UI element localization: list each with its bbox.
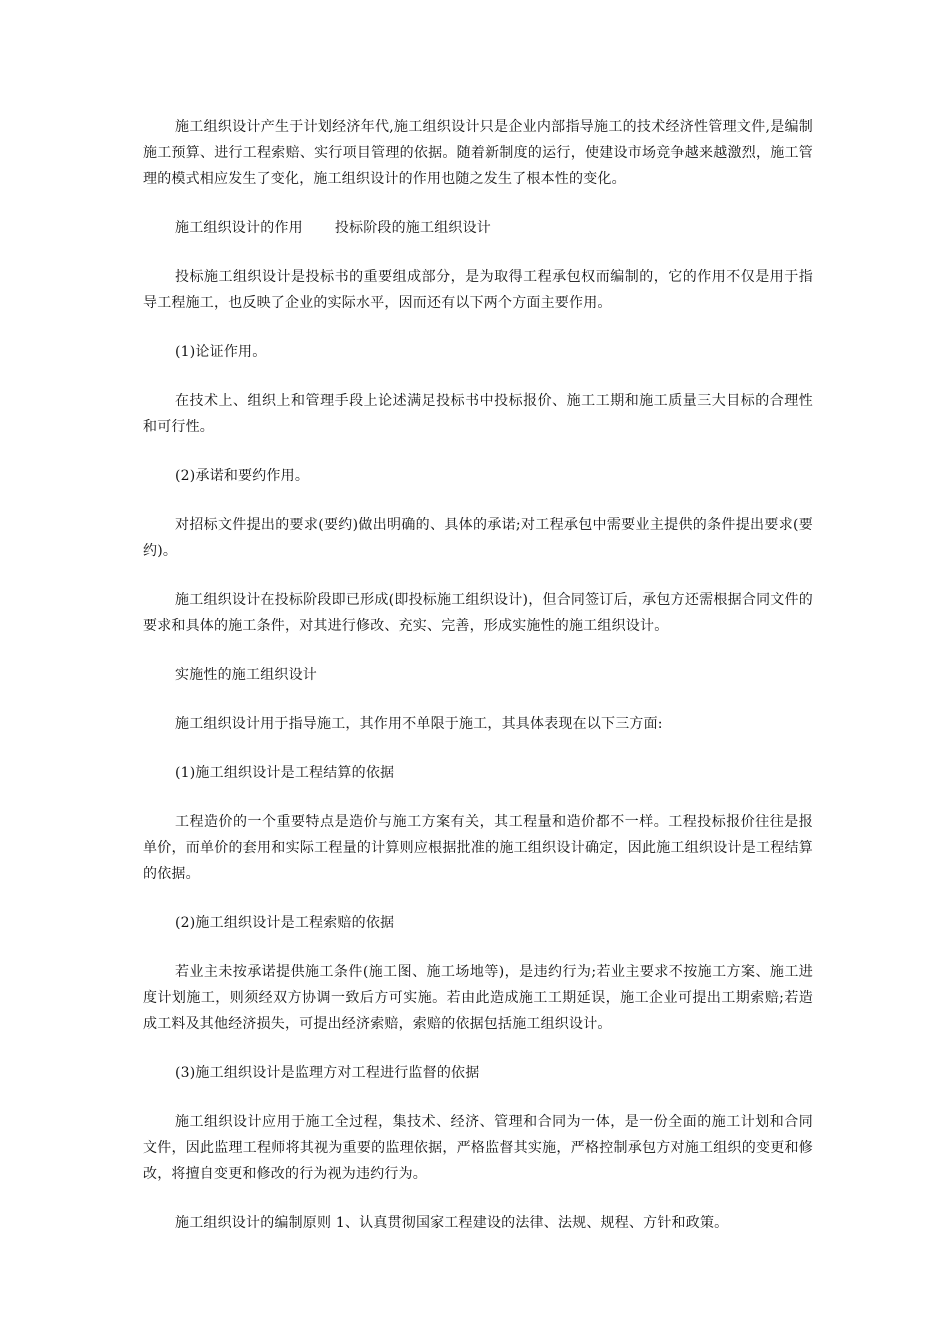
paragraph: 施工组织设计应用于施工全过程，集技术、经济、管理和合同为一体，是一份全面的施工计划和合同文件，因此监理工程师将其视为重要的监理依据，严格监督其实施，严格控制承包方对施工组织的变更和修改，将擅自变更和修改的行为视为违约行为。 — [143, 1114, 813, 1182]
document-body — [143, 114, 813, 1259]
heading-right: 投标阶段的施工组织设计 — [334, 220, 492, 236]
paragraph: 施工组织设计产生于计划经济年代,施工组织设计只是企业内部指导施工的技术经济性管理文件,是编制施工预算、进行工程索赔、实行项目管理的依据。随着新制度的运行，使建设市场竞争越来越激烈，施工管理的模式相应发生了变化，施工组织设计的作用也随之发生了根本性的变化。 — [143, 119, 813, 187]
paragraph: (2)施工组织设计是工程索赔的依据 — [175, 915, 395, 931]
paragraph: 实施性的施工组织设计 — [175, 667, 317, 683]
paragraph: 投标施工组织设计是投标书的重要组成部分，是为取得工程承包权而编制的，它的作用不仅是用于指导工程施工，也反映了企业的实际水平，因而还有以下两个方面主要作用。 — [143, 269, 813, 311]
paragraph: 在技术上、组织上和管理手段上论述满足投标书中投标报价、施工工期和施工质量三大目标的合理性和可行性。 — [143, 393, 813, 435]
paragraph: 施工组织设计的编制原则 1、认真贯彻国家工程建设的法律、法规、规程、方针和政策。 — [175, 1215, 729, 1231]
paragraph: 施工组织设计用于指导施工，其作用不单限于施工，其具体表现在以下三方面: — [175, 716, 663, 732]
heading-left: 施工组织设计的作用 — [175, 220, 303, 236]
paragraph: (2)承诺和要约作用。 — [175, 468, 310, 484]
paragraph: (1)施工组织设计是工程结算的依据 — [175, 765, 395, 781]
section-heading — [143, 215, 813, 241]
paragraph: 施工组织设计在投标阶段即已形成(即投标施工组织设计)，但合同签订后，承包方还需根据合同文件的要求和具体的施工条件，对其进行修改、充实、完善，形成实施性的施工组织设计。 — [143, 592, 813, 634]
paragraph: 对招标文件提出的要求(要约)做出明确的、具体的承诺;对工程承包中需要业主提供的条件提出要求(要约)。 — [143, 517, 813, 559]
paragraph: 若业主未按承诺提供施工条件(施工图、施工场地等)，是违约行为;若业主要求不按施工方案、施工进度计划施工，则须经双方协调一致后方可实施。若由此造成施工工期延误，施工企业可提出工期索赔;若造成工料及其他经济损失，可提出经济索赔，索赔的依据包括施工组织设计。 — [143, 964, 813, 1032]
paragraph: (3)施工组织设计是监理方对工程进行监督的依据 — [175, 1065, 480, 1081]
paragraph: (1)论证作用。 — [175, 344, 267, 360]
paragraph: 工程造价的一个重要特点是造价与施工方案有关，其工程量和造价都不一样。工程投标报价往往是报单价，而单价的套用和实际工程量的计算则应根据批准的施工组织设计确定，因此施工组织设计是工程结算的依据。 — [143, 814, 813, 882]
